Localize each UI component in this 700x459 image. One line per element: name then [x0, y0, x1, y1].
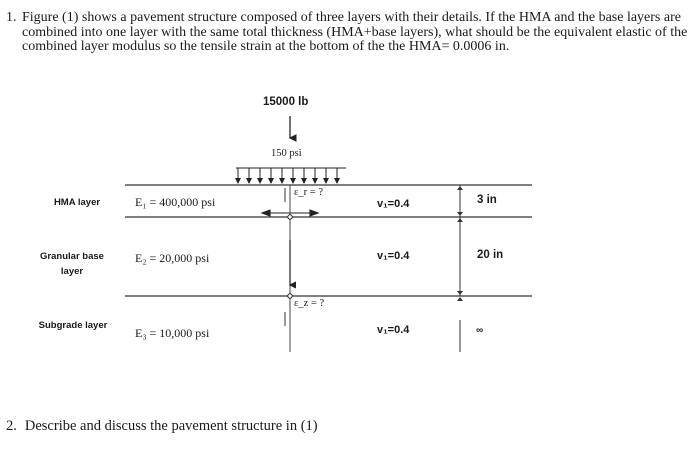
question-1-number: 1. — [6, 10, 17, 25]
question-1-text: Figure (1) shows a pavement structure composed of three layers with their details. If the HMA and the base layers are combined into one layer with the same total thickness (HMA+base layers), what should be the equivalent elastic of the combined layer modulus so the tensile strain at the bottom of the the HMA= 0.0006 in. — [22, 10, 688, 54]
base-thickness: 20 in — [477, 249, 504, 261]
question-2-number: 2. — [6, 418, 17, 434]
pressure-arrow-heads — [235, 178, 340, 184]
hma-poisson: v₁=0.4 — [377, 198, 410, 210]
subgrade-thickness: ∞ — [476, 325, 484, 336]
hma-modulus: E₁ = 400,000 psi — [135, 195, 216, 209]
base-layer-label: Granular base layer — [40, 251, 104, 277]
subgrade-layer-label: Subgrade layer — [38, 320, 108, 331]
base-modulus: E₂ = 20,000 psi — [135, 251, 210, 265]
hma-layer-label: HMA layer — [53, 197, 101, 208]
thickness-dimension — [455, 185, 465, 352]
base-poisson: v₁=0.4 — [377, 250, 410, 262]
question-2 — [6, 418, 318, 435]
hma-thickness: 3 in — [477, 194, 497, 206]
question-2-text: Describe and discuss the pavement structure in (1) — [24, 418, 318, 434]
pressure-label: 150 psi — [271, 148, 302, 159]
subgrade-poisson: v₁=0.4 — [377, 324, 410, 336]
vertical-strain-label: ε_z = ? — [294, 298, 325, 309]
subgrade-modulus: E₃ = 10,000 psi — [135, 326, 210, 340]
load-label: 15000 lb — [263, 96, 309, 108]
tensile-strain-label: ε_r = ? — [294, 187, 323, 198]
